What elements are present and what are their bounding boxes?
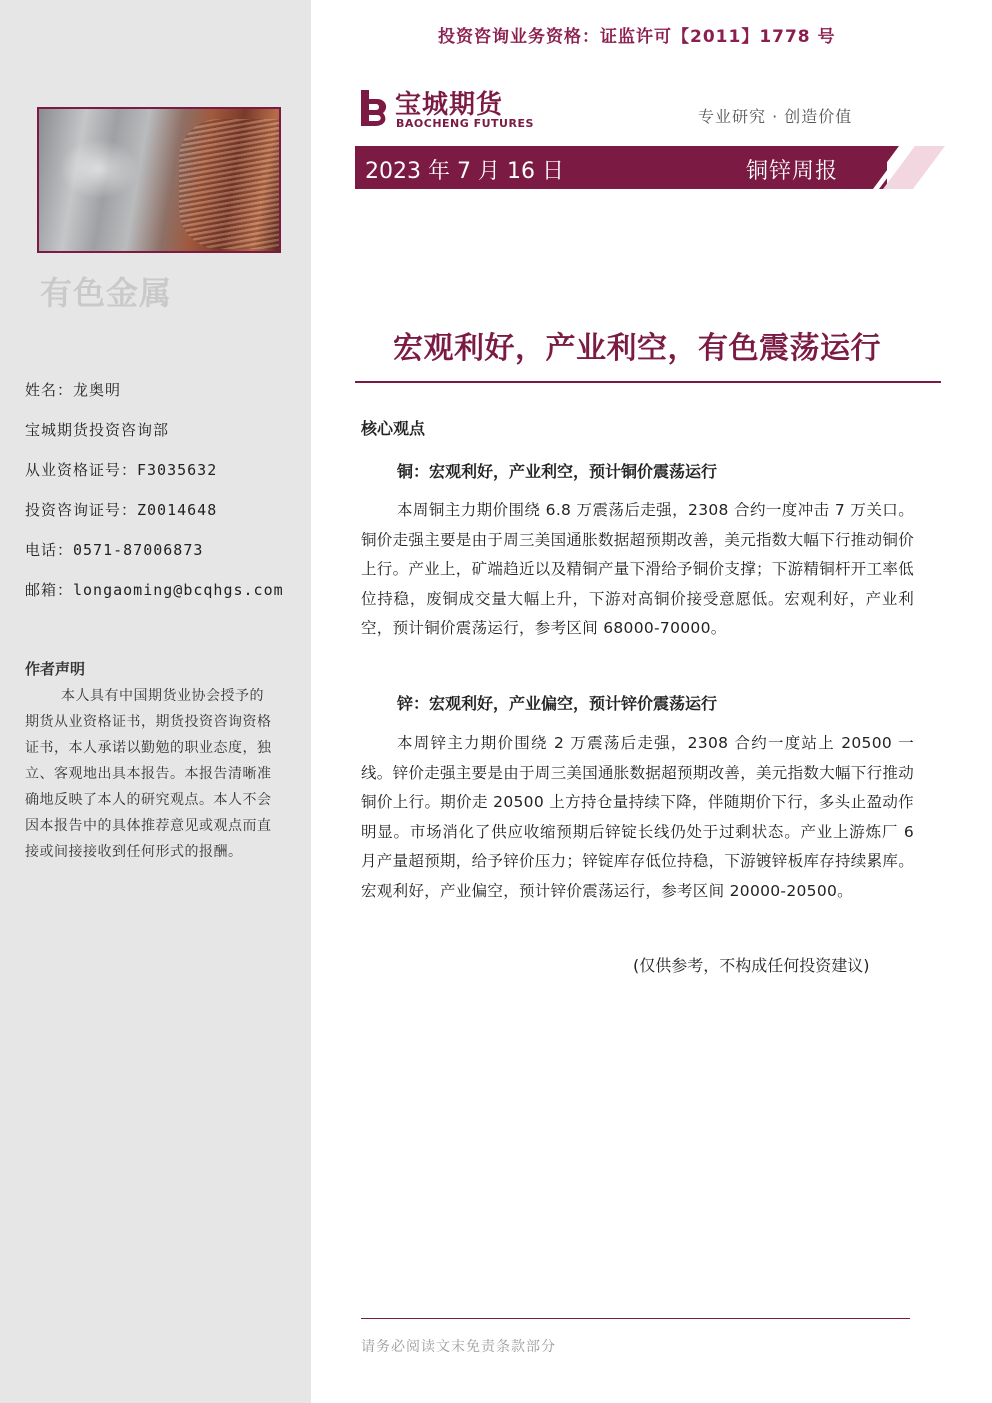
- report-date: 2023 年 7 月 16 日: [365, 159, 564, 184]
- copper-paragraph: 本周铜主力期价围绕 6.8 万震荡后走强，2308 合约一度冲击 7 万关口。铜价走强主要是由于周三美国通胀数据超预期改善，美元指数大幅下行推动铜价上行。产业上，矿端趋近以及精铜产量下滑给予铜价支撑；下游精铜杆开工率低位持稳，废铜成交量大幅上升，下游对高铜价接受意愿低。宏观利好，产业利空，预计铜价震荡运行，参考区间 68000-70000。: [361, 501, 915, 638]
- zinc-paragraph: 本周锌主力期价围绕 2 万震荡后走强，2308 合约一度站上 20500 一线。锌价走强主要是由于周三美国通胀数据超预期改善，美元指数大幅下行推动铜价上行。期价走 20500 上方持仓量持续下降，伴随期价下行，多头止盈动作明显。市场消化了供应收缩预期后锌锭长线仍处于过剩状态。产业上游炼厂 6 月产量超预期，给予锌价压力；锌锭库存低位持稳，下游镀锌板库存持续累库。宏观利好，产业偏空，预计锌价震荡运行，参考区间 20000-20500。: [361, 734, 915, 900]
- footer-disclaimer: 请务必阅读文末免责条款部分: [361, 1339, 556, 1355]
- report-type: 铜锌周报: [746, 159, 839, 184]
- department: 宝城期货投资咨询部: [25, 421, 170, 439]
- slogan: 专业研究 · 创造价值: [698, 107, 853, 126]
- investment-note: (仅供参考，不构成任何投资建议): [633, 956, 870, 975]
- copper-heading: 铜：宏观利好，产业利空，预计铜价震荡运行: [397, 462, 718, 481]
- email-link[interactable]: 邮箱：longaoming@bcqhgs.com: [25, 581, 284, 599]
- phone: 电话：0571-87006873: [25, 541, 204, 559]
- sector-label: 有色金属: [40, 274, 173, 312]
- zinc-heading: 锌：宏观利好，产业偏空，预计锌价震荡运行: [397, 694, 718, 713]
- report-title: 宏观利好，产业利空，有色震荡运行: [393, 331, 881, 366]
- footer-divider: [361, 1318, 910, 1319]
- logo-text: 宝城期货: [395, 90, 504, 120]
- analyst-name: 姓名：龙奥明: [25, 381, 122, 399]
- qualification-number: 从业资格证号：F3035632: [25, 461, 218, 479]
- title-divider: [355, 381, 941, 383]
- banner-stripes: [855, 146, 945, 189]
- photo-glare: [59, 139, 139, 199]
- consulting-number: 投资咨询证号：Z0014648: [25, 501, 218, 519]
- core-view-heading: 核心观点: [361, 419, 426, 438]
- copper-coil-image: [179, 119, 279, 249]
- logo-english: BAOCHENG FUTURES: [396, 117, 534, 130]
- cover-photo: [37, 107, 281, 253]
- declaration-body: 本人具有中国期货业协会授予的期货从业资格证书，期货投资咨询资格证书，本人承诺以勤勉的职业态度，独立、客观地出具本报告。本报告清晰准确地反映了本人的研究观点。本人不会因本报告中的具体推荐意见或观点而直接或间接接收到任何形式的报酬。: [25, 688, 272, 860]
- logo-icon: [355, 86, 391, 130]
- license-line: 投资咨询业务资格：证监许可【2011】1778 号: [438, 27, 836, 47]
- declaration-title: 作者声明: [25, 660, 86, 678]
